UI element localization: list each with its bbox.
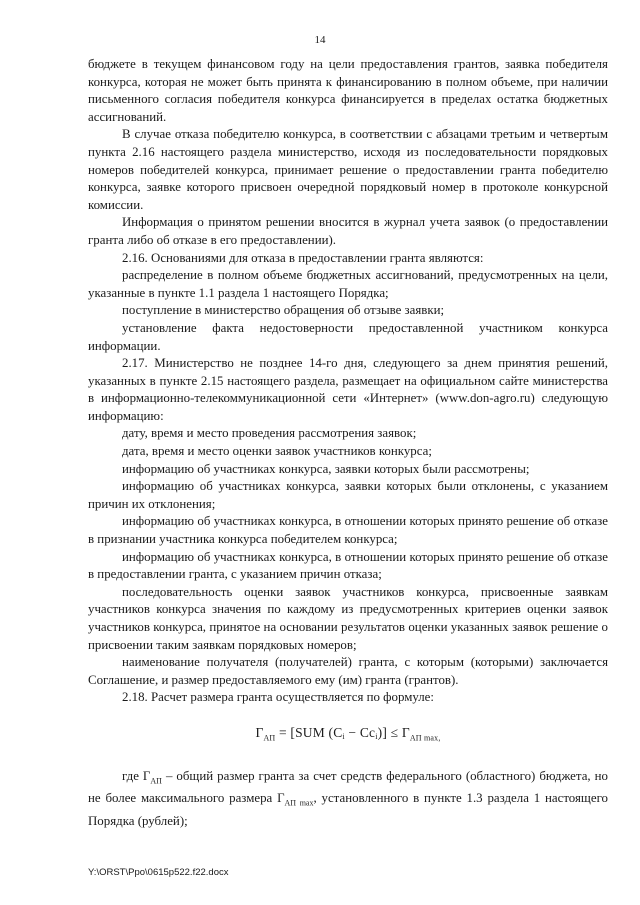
- paragraph: установление факта недостоверности предоставленной участником конкурса информации.: [88, 320, 608, 353]
- paragraph: 2.17. Министерство не позднее 14-го дня, следующего за днем принятия решений, указанных в пункте 2.15 настоящего раздела, размещает на официальном сайте министерства в информационно-телекоммуникационной сети «Интернет» (www.don-agro.ru) следующую информацию:: [88, 356, 608, 423]
- paragraph: 2.16. Основаниями для отказа в предоставлении гранта являются:: [122, 250, 484, 265]
- paragraph: информацию об участниках конкурса, заявки которых были рассмотрены;: [122, 461, 530, 476]
- formula-rhs-subscript: АП max,: [409, 733, 441, 743]
- paragraph: информацию об участниках конкурса, в отношении которых принято решение об отказе в предоставлении гранта, с указанием причин отказа;: [88, 549, 608, 582]
- footer-file-path: Y:\ORST\Ppo\0615p522.f22.docx: [88, 867, 229, 878]
- paragraph: поступление в министерство обращения об отзыве заявки;: [122, 303, 445, 318]
- paragraph: Информация о принятом решении вносится в журнал учета заявок (о предоставлении гранта либо об отказе в его предоставлении).: [88, 215, 608, 247]
- page-number: 14: [314, 34, 326, 46]
- formula-lhs-subscript: АП: [263, 733, 276, 743]
- formula-sum: = [SUM (C: [275, 724, 343, 740]
- explanation-part: – общий размер гранта за счет средств федерального (областного) бюджета, но не более максимального размера Г: [88, 769, 608, 806]
- formula-close: )] ≤ Г: [377, 724, 410, 740]
- paragraph: информацию об участниках конкурса, в отношении которых принято решение об отказе в признании участника конкурса победителем конкурса;: [88, 514, 608, 547]
- formula-lhs: Г: [255, 724, 264, 740]
- paragraph: наименование получателя (получателей) гранта, с которым (которыми) заключается Соглашение, и размер предоставляемого ему (им) гранта (грантов).: [88, 655, 608, 687]
- paragraph: бюджете в текущем финансовом году на цели предоставления грантов, заявка победителя конкурса, которая не может быть принята к финансированию в полном объеме, при наличии письменного согласия победителя конкурса финансируется в пределах остатка бюджетных ассигнований.: [88, 57, 608, 124]
- paragraph: дату, время и место проведения рассмотрения заявок;: [122, 426, 417, 441]
- grant-formula: [88, 724, 608, 747]
- formula-index: i: [375, 731, 378, 741]
- formula-index: i: [342, 731, 345, 741]
- paragraph: дата, время и место оценки заявок участников конкурса;: [122, 444, 432, 459]
- explanation-part: , установленного в пункте 1.3 раздела 1 настоящего Порядка (рублей);: [88, 791, 608, 828]
- explanation-subscript: АП: [150, 776, 162, 786]
- paragraph: распределение в полном объеме бюджетных ассигнований, предусмотренных на цели, указанные в пункте 1.1 раздела 1 настоящего Порядка;: [88, 268, 608, 300]
- document-body: [88, 56, 608, 830]
- formula-minus: − Cc: [344, 724, 376, 740]
- paragraph: последовательность оценки заявок участников конкурса, присвоенные заявкам участников конкурса значения по каждому из предусмотренных критериев оценки заявок участников конкурса, принятое на основании результатов оценки указанных заявок решение о присвоении таким заявкам порядковых номеров;: [88, 584, 608, 652]
- formula-explanation: [88, 768, 608, 830]
- explanation-part: где Г: [122, 769, 151, 784]
- paragraph: 2.18. Расчет размера гранта осуществляется по формуле:: [122, 690, 434, 705]
- explanation-subscript: АП max: [284, 799, 314, 808]
- paragraph: информацию об участниках конкурса, заявки которых были отклонены, с указанием причин их отклонения;: [88, 479, 608, 511]
- paragraph: В случае отказа победителю конкурса, в соответствии с абзацами третьим и четвертым пункта 2.16 настоящего раздела министерство, исходя из последовательности порядковых номеров победителей конкурса, принимает решение о предоставлении гранта победителю конкурса, заявке которого присвоен очередной порядковый номер в протоколе конкурсной комиссии.: [88, 127, 608, 212]
